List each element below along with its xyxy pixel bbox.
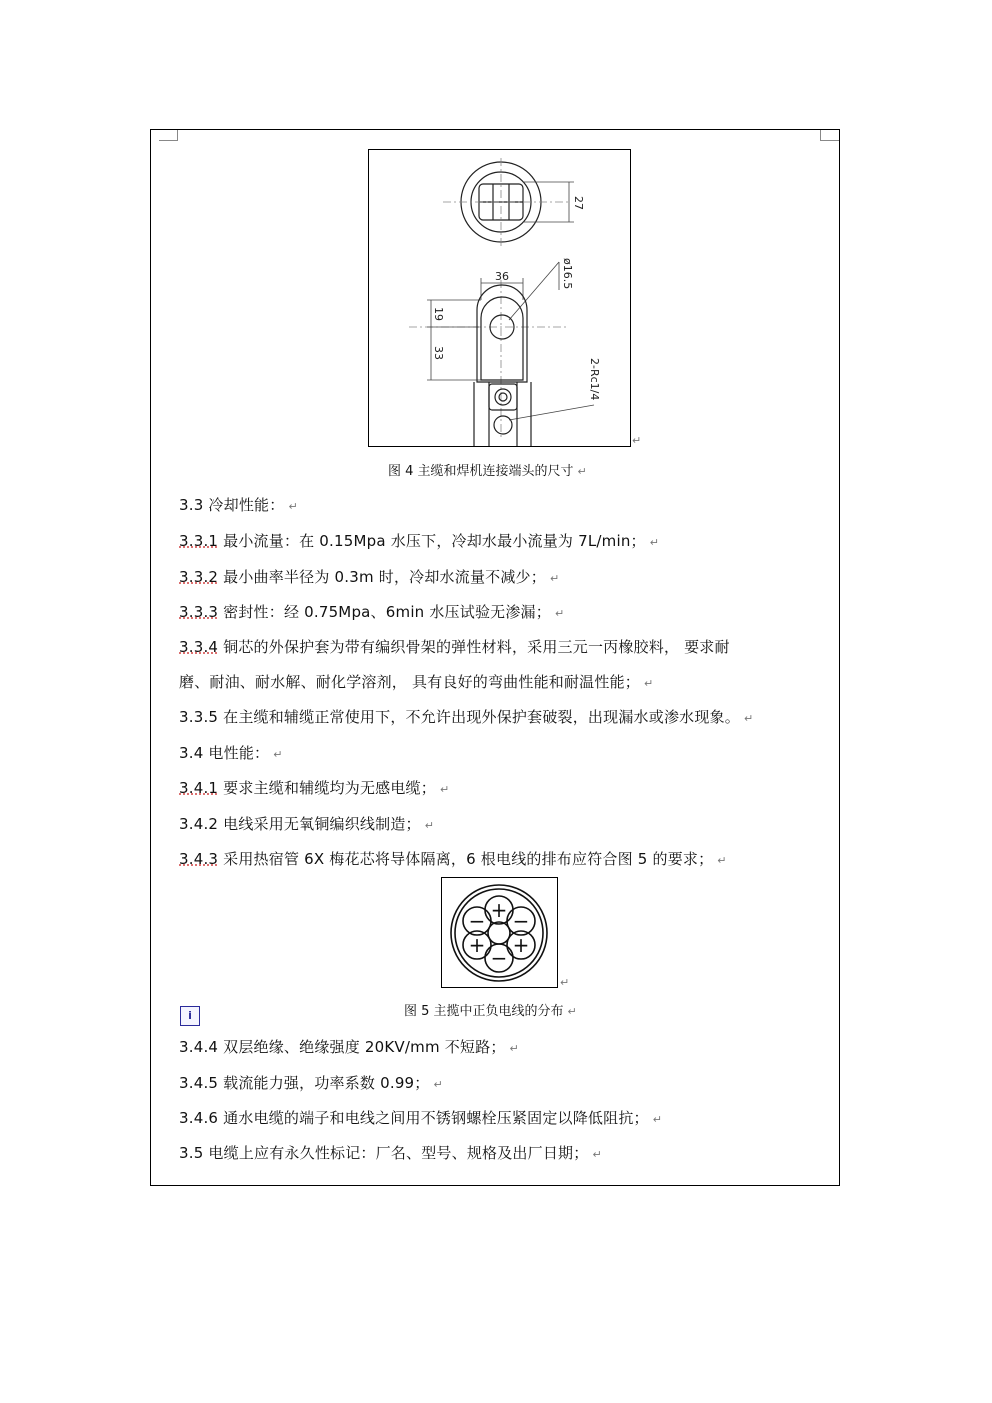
section-3-3-3: 3.3.3 密封性：经 0.75Mpa、6min 水压试验无渗漏； ↵ — [179, 603, 565, 621]
wire-top-plus: + — [490, 898, 508, 922]
section-3-3: 3.3 冷却性能： ↵ — [179, 496, 298, 514]
wire-bottom-minus: − — [490, 946, 508, 970]
corner-mark-right — [820, 130, 839, 141]
wire-right-bottom-plus: + — [512, 933, 530, 957]
figure-4-caption: 图 4 主缆和焊机连接端头的尺寸 ↵ — [388, 464, 587, 479]
wire-left-top-minus: − — [468, 909, 486, 933]
section-3-4: 3.4 电性能： ↵ — [179, 744, 283, 762]
section-3-3-1: 3.3.1 最小流量：在 0.15Mpa 水压下，冷却水最小流量为 7L/min； ↵ — [179, 532, 660, 550]
dim-19-label: 19 — [432, 307, 445, 321]
dim-rc-label: 2-Rc1/4 — [588, 358, 601, 401]
section-3-4-3: 3.4.3 采用热宿管 6X 梅花芯将导体隔离，6 根电线的排布应符合图 5 的要求； ↵ — [179, 850, 727, 868]
section-3-3-5: 3.3.5 在主缆和辅缆正常使用下，不允许出现外保护套破裂，出现漏水或渗水现象。 ↵ — [179, 708, 754, 726]
section-3-4-4: 3.4.4 双层绝缘、绝缘强度 20KV/mm 不短路； ↵ — [179, 1038, 519, 1056]
smart-tag-icon[interactable]: i — [180, 1006, 200, 1026]
wire-left-bottom-plus: + — [468, 933, 486, 957]
section-3-4-6: 3.4.6 通水电缆的端子和电线之间用不锈钢螺栓压紧固定以降低阻抗； ↵ — [179, 1109, 663, 1127]
figure-4-para-mark: ↵ — [632, 434, 642, 447]
corner-mark-left — [159, 130, 178, 141]
section-3-4-2: 3.4.2 电线采用无氧铜编织线制造； ↵ — [179, 815, 435, 833]
figure-5-para-mark: ↵ — [560, 976, 570, 989]
section-3-3-2: 3.3.2 最小曲率半径为 0.3m 时，冷却水流量不减少； ↵ — [179, 568, 560, 586]
dim-36-label: 36 — [495, 270, 509, 283]
section-3-4-5: 3.4.5 载流能力强，功率系数 0.99； ↵ — [179, 1074, 443, 1092]
dim-27-label: 27 — [572, 196, 585, 210]
wire-right-top-minus: − — [512, 909, 530, 933]
dim-phi-label: ø16.5 — [561, 258, 574, 290]
section-3-3-4-line1: 3.3.4 铜芯的外保护套为带有编织骨架的弹性材料，采用三元一丙橡胶料， 要求耐 — [179, 638, 730, 656]
figure-4-drawing — [368, 149, 631, 447]
section-3-3-4-line2: 磨、耐油、耐水解、耐化学溶剂， 具有良好的弯曲性能和耐温性能； ↵ — [179, 673, 654, 691]
figure-5-drawing — [441, 877, 558, 988]
figure-5-caption: 图 5 主揽中正负电线的分布 ↵ — [404, 1004, 577, 1019]
section-3-4-1: 3.4.1 要求主缆和辅缆均为无感电缆； ↵ — [179, 779, 450, 797]
section-3-5: 3.5 电缆上应有永久性标记：厂名、型号、规格及出厂日期； ↵ — [179, 1144, 602, 1162]
dim-33-label: 33 — [432, 346, 445, 360]
